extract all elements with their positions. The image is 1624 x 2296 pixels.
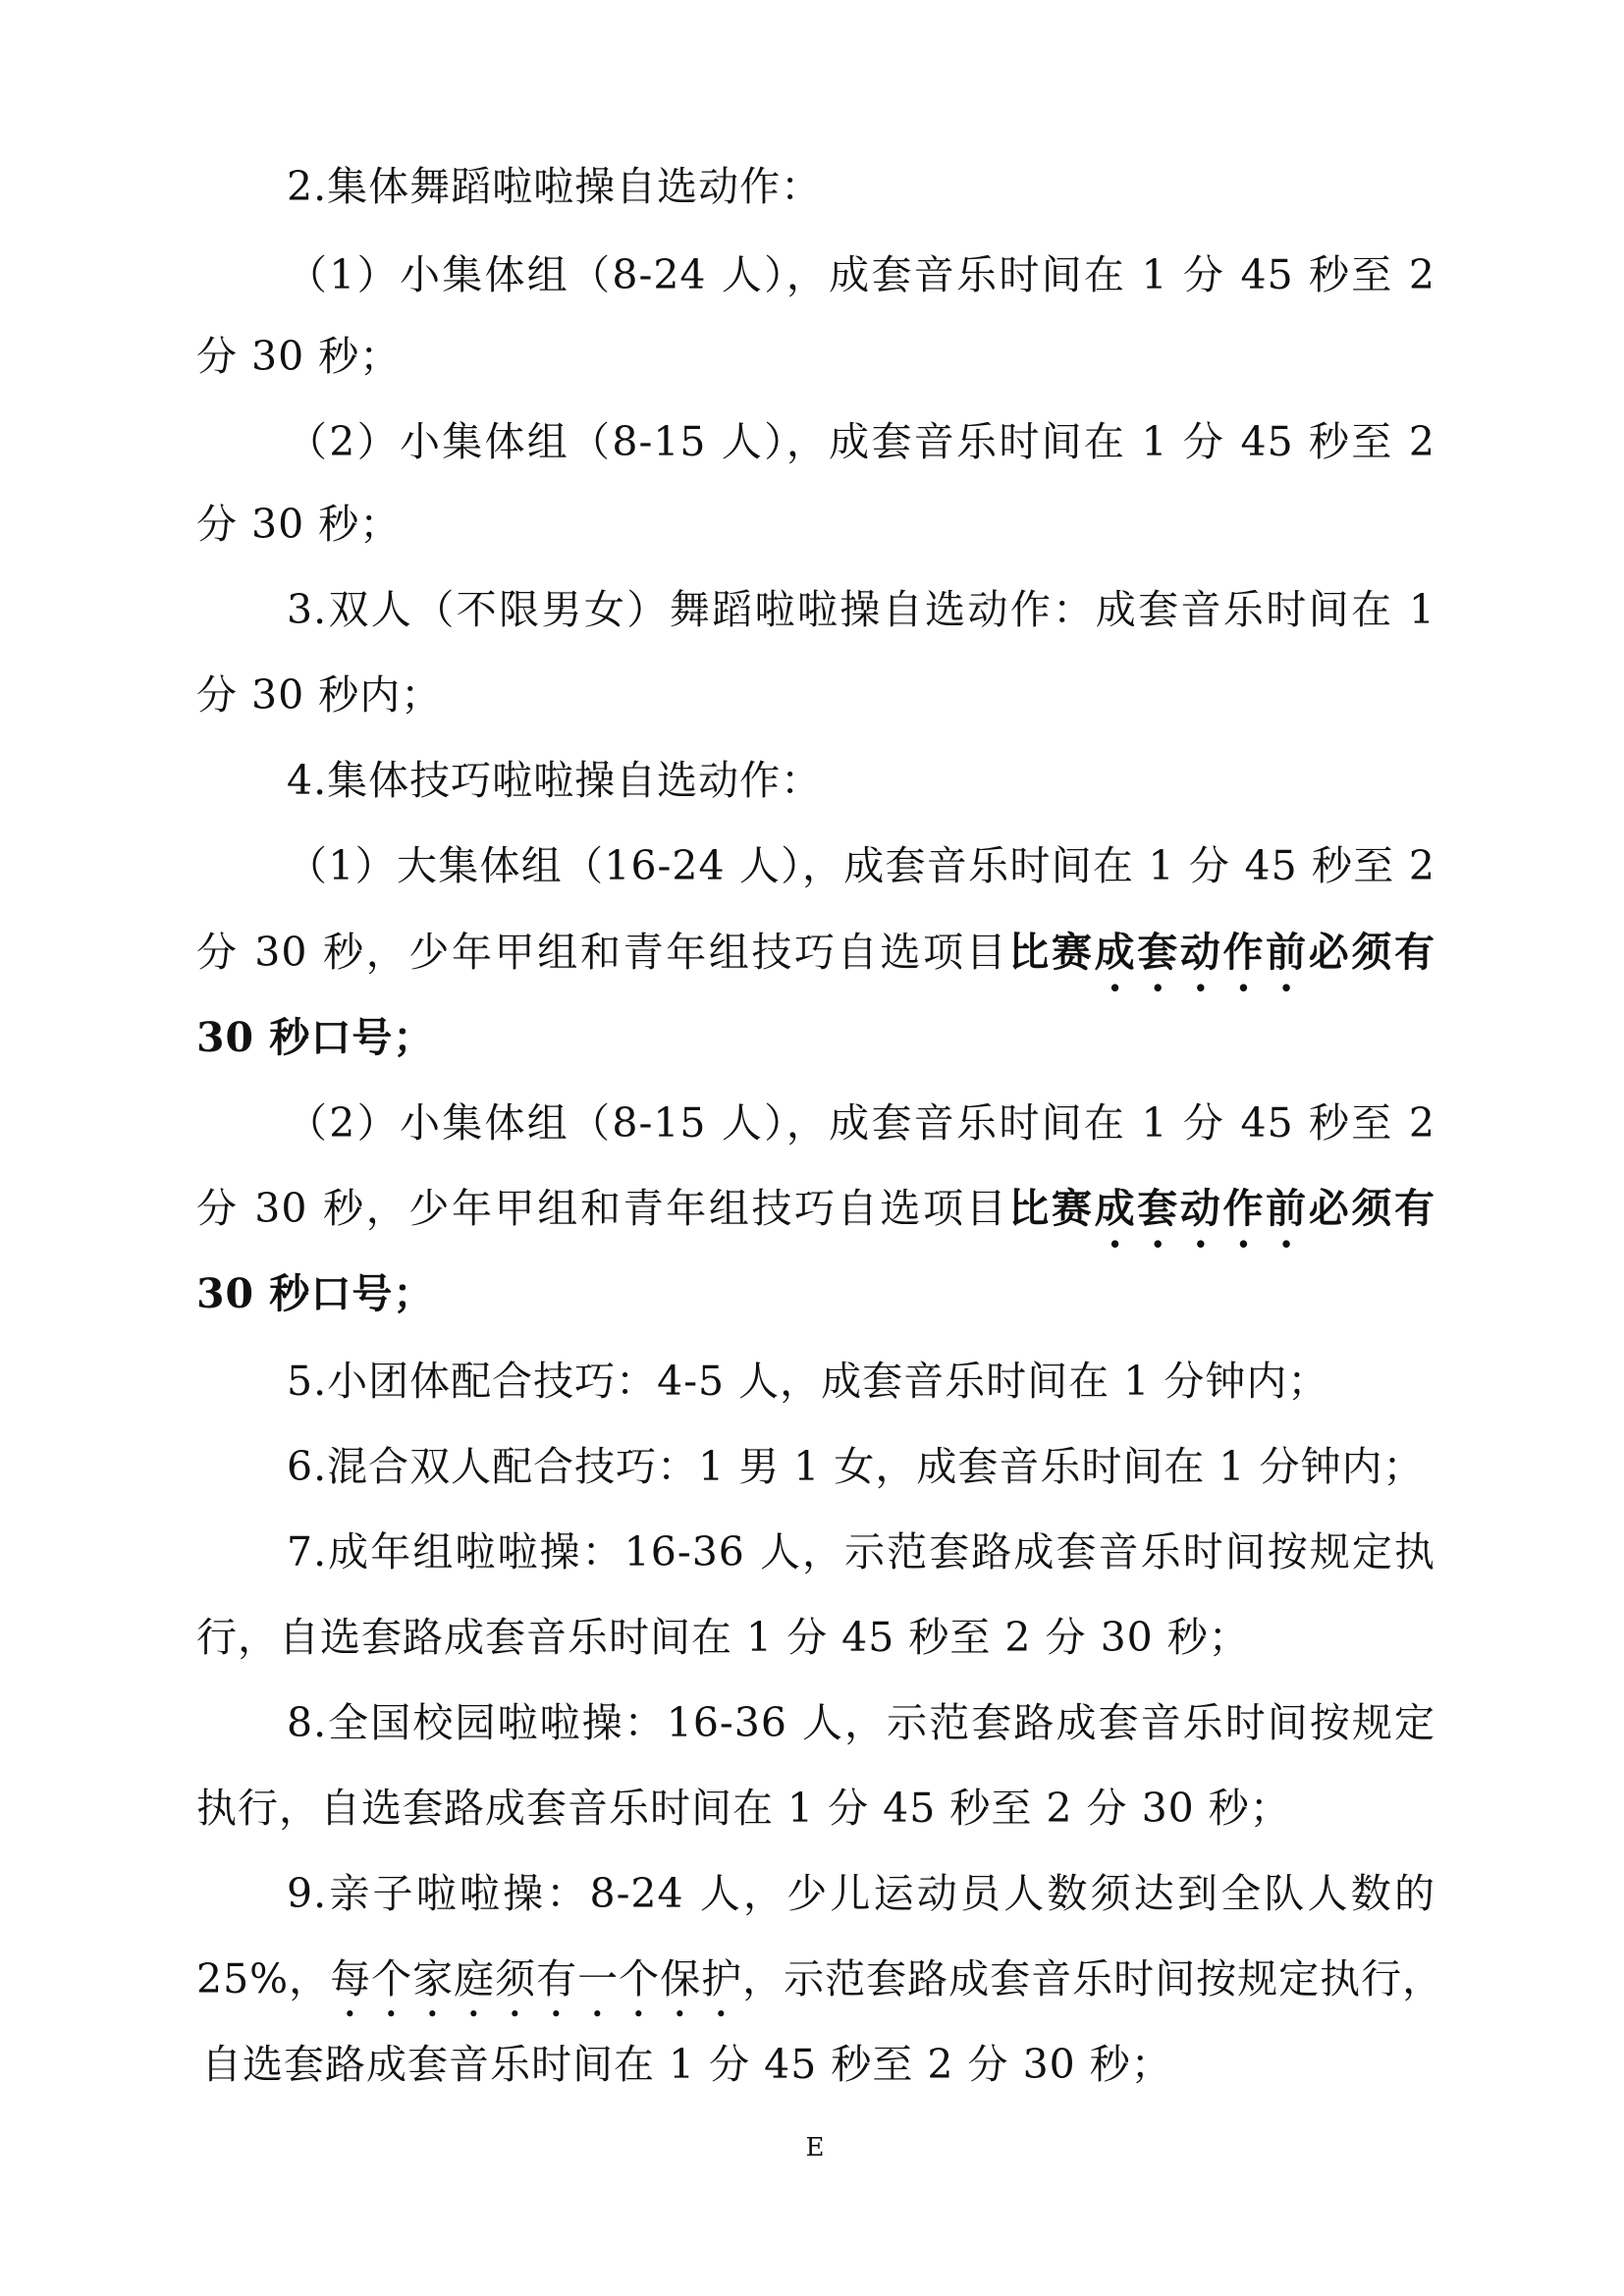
text-line (196, 1949, 1444, 2008)
bold-text: 必须有 (1308, 1185, 1436, 1232)
text-line (196, 666, 442, 724)
text-line (287, 1094, 1435, 1152)
text-line (201, 2035, 1172, 2094)
text-segment: 9.亲子啦啦操：8-24 人，少儿运动员人数须达到全队人数的 (287, 1870, 1435, 1917)
text-segment: 执行，自选套路成套音乐时间在 1 分 45 秒至 2 分 30 秒； (196, 1785, 1291, 1832)
text-segment: 25%， (196, 1955, 331, 2002)
text-line (196, 495, 401, 554)
text-segment: ，示范套路成套音乐时间按规定执行， (742, 1955, 1444, 2002)
text-segment: （2）小集体组（8-15 人），成套音乐时间在 1 分 45 秒至 2 (287, 418, 1435, 465)
text-line (196, 923, 1435, 982)
text-segment: 分 30 秒； (196, 333, 402, 380)
text-segment: 分 30 秒，少年甲组和青年组技巧自选项目 (196, 929, 1009, 976)
text-line (287, 1522, 1435, 1581)
text-segment: 分 30 秒内； (196, 671, 443, 719)
bold-text: 比赛 (1008, 929, 1095, 976)
bold-text: 30 秒口号； (196, 1270, 435, 1317)
text-line (196, 1264, 434, 1323)
text-segment: 自选套路成套音乐时间在 1 分 45 秒至 2 分 30 秒； (201, 2041, 1172, 2088)
text-segment: 2.集体舞蹈啦啦操自选动作： (287, 163, 823, 210)
text-segment: （1）大集体组（16-24 人），成套音乐时间在 1 分 45 秒至 2 (287, 842, 1435, 889)
text-segment: 6.混合双人配合技巧：1 男 1 女，成套音乐时间在 1 分钟内； (287, 1443, 1425, 1490)
text-line (287, 1693, 1435, 1752)
text-line (196, 327, 401, 386)
text-line (287, 157, 822, 216)
text-line (287, 580, 1435, 639)
text-segment: 7.成年组啦啦操：16-36 人，示范套路成套音乐时间按规定执 (287, 1528, 1435, 1575)
text-line (287, 836, 1435, 895)
text-segment: 行，自选套路成套音乐时间在 1 分 45 秒至 2 分 30 秒； (196, 1614, 1250, 1661)
text-segment: 分 30 秒，少年甲组和青年组技巧自选项目 (196, 1185, 1009, 1232)
bold-text: 必须有 (1308, 929, 1436, 976)
text-line (287, 412, 1435, 471)
emphasized-text: 每个家庭须有一个保护 (330, 1955, 743, 2002)
bold-text: 30 秒口号； (196, 1014, 435, 1061)
text-line (287, 245, 1435, 304)
page-number: E (805, 2133, 825, 2163)
text-line (287, 1437, 1425, 1496)
text-line (196, 1608, 1250, 1667)
text-segment: 3.双人（不限男女）舞蹈啦啦操自选动作：成套音乐时间在 1 (287, 586, 1435, 633)
text-segment: （1）小集体组（8-24 人），成套音乐时间在 1 分 45 秒至 2 (287, 251, 1435, 298)
emphasized-text: 成套动作前 (1094, 929, 1309, 976)
text-line (196, 1779, 1291, 1838)
text-line (196, 1179, 1435, 1238)
text-segment: 分 30 秒； (196, 501, 402, 548)
emphasized-text: 成套动作前 (1094, 1185, 1309, 1232)
text-segment: （2）小集体组（8-15 人），成套音乐时间在 1 分 45 秒至 2 (287, 1099, 1435, 1147)
text-line (287, 751, 822, 810)
text-segment: 5.小团体配合技巧：4-5 人，成套音乐时间在 1 分钟内； (287, 1358, 1329, 1405)
text-segment: 8.全国校园啦啦操：16-36 人，示范套路成套音乐时间按规定 (287, 1699, 1435, 1746)
text-line (196, 1008, 434, 1067)
text-line (287, 1864, 1435, 1923)
bold-text: 比赛 (1008, 1185, 1095, 1232)
text-segment: 4.集体技巧啦啦操自选动作： (287, 757, 823, 804)
text-line (287, 1352, 1328, 1411)
